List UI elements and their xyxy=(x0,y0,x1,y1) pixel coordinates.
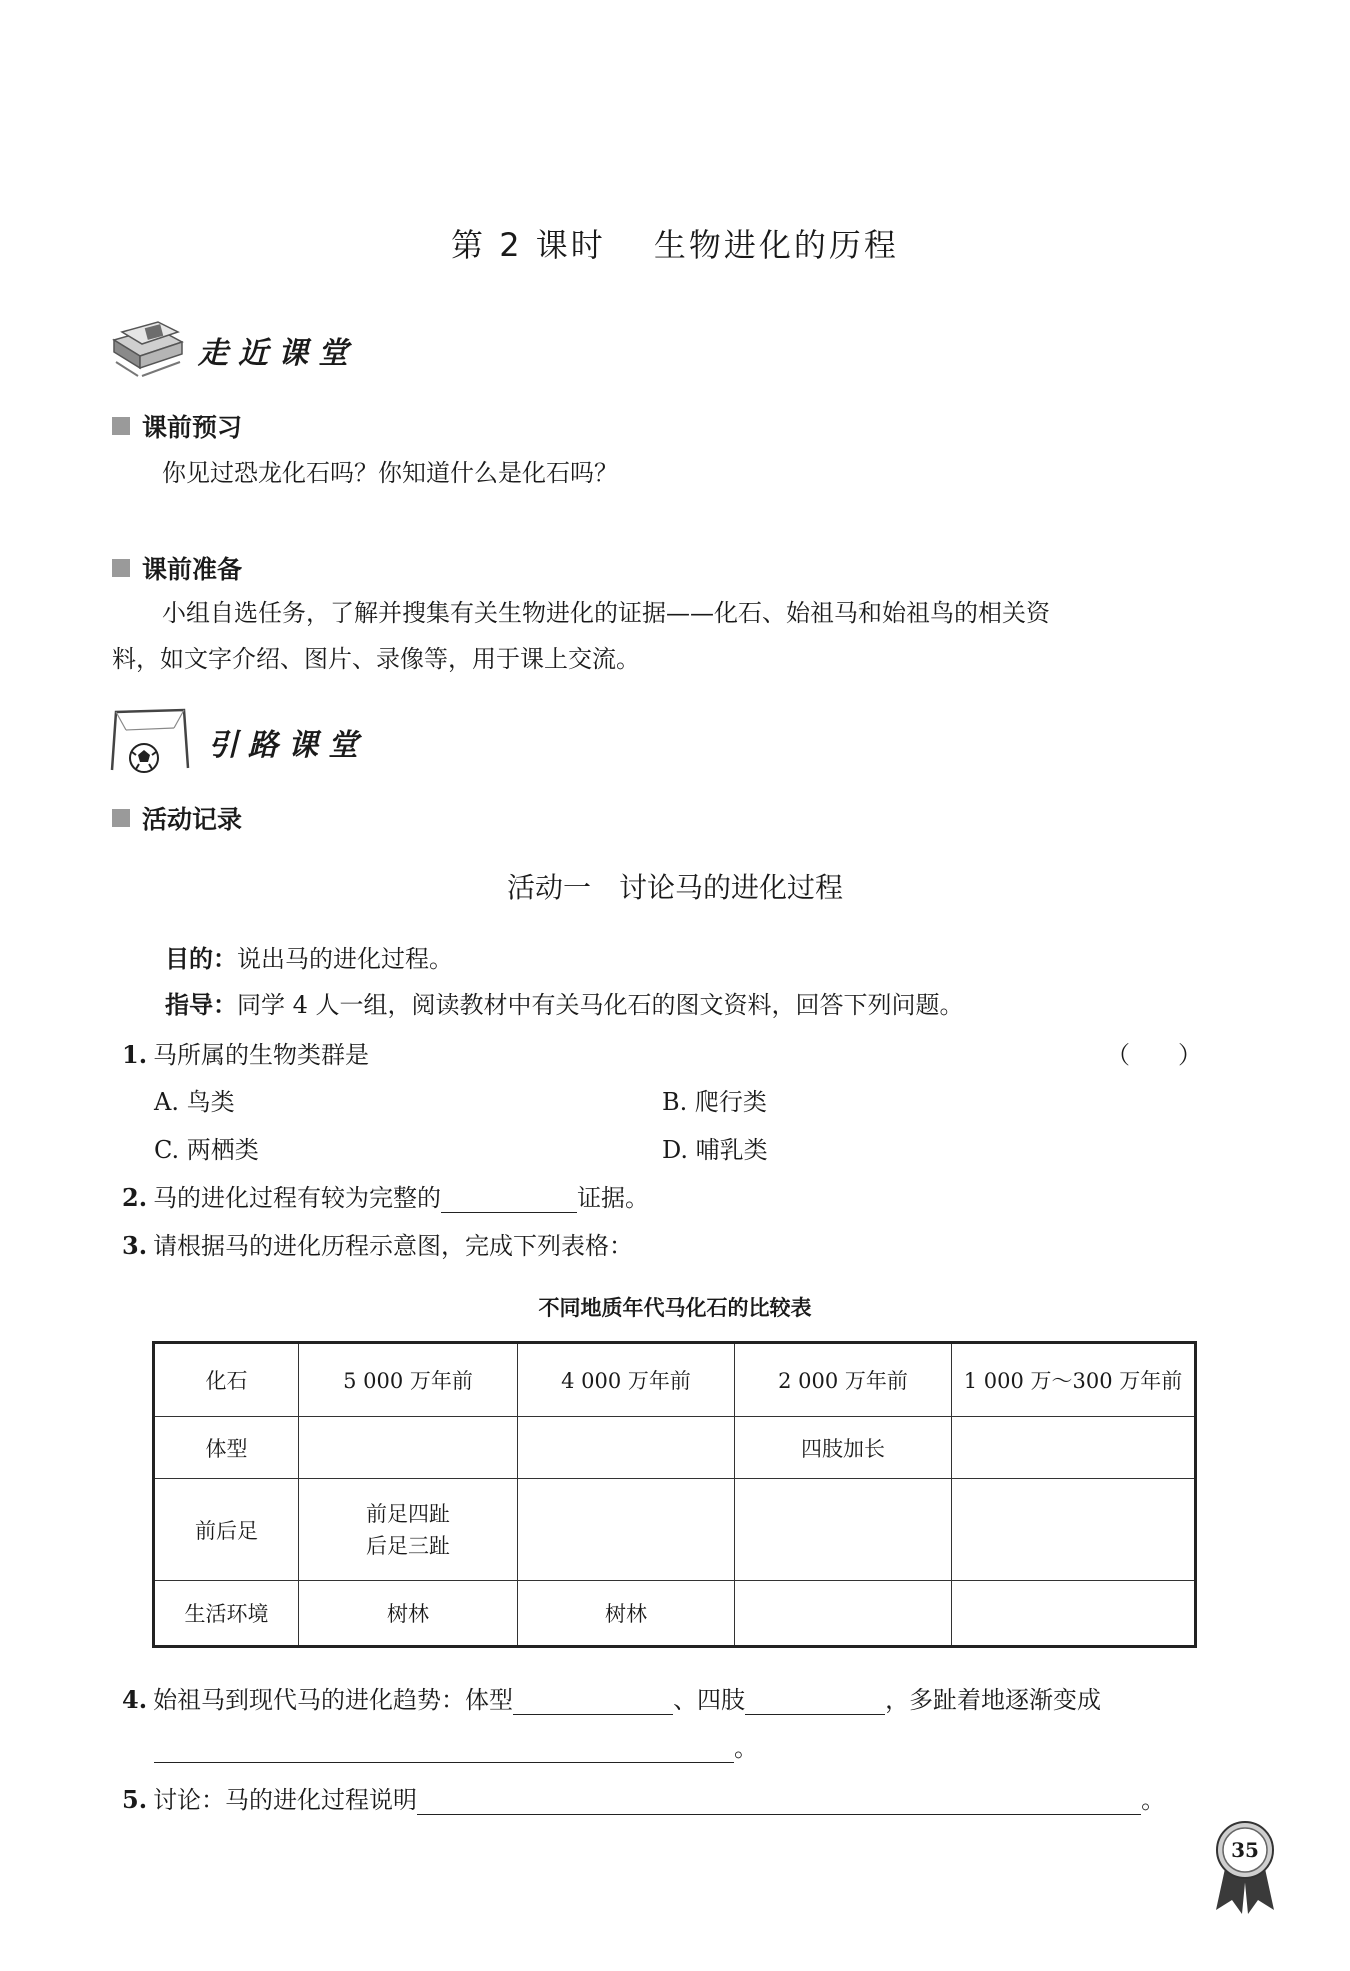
table-row xyxy=(154,1479,1196,1581)
answer-blank-discussion[interactable] xyxy=(417,1788,1141,1815)
subheading-text: 课前准备 xyxy=(142,555,243,584)
question-number: 3. xyxy=(122,1231,148,1260)
table-header-cell: 5 000 万年前 xyxy=(299,1343,518,1417)
prepare-line-2: 料，如文字介绍、图片、录像等，用于课上交流。 xyxy=(112,645,640,673)
row-label: 生活环境 xyxy=(154,1581,299,1647)
question-text-end: 。 xyxy=(734,1734,758,1762)
table-cell: 四肢加长 xyxy=(735,1417,952,1479)
prepare-line-1: 小组自选任务，了解并搜集有关生物进化的证据——化石、始祖马和始祖鸟的相关资 xyxy=(162,599,1050,627)
table-cell[interactable] xyxy=(952,1581,1196,1647)
subheading-prepare xyxy=(112,550,242,586)
preview-text: 你见过恐龙化石吗？你知道什么是化石吗？ xyxy=(162,459,618,487)
question-number: 4. xyxy=(122,1685,148,1714)
page-number-badge xyxy=(1212,1820,1278,1916)
question-text: 讨论：马的进化过程说明 xyxy=(153,1786,418,1814)
table-header-row xyxy=(154,1343,1196,1417)
subheading-text: 课前预习 xyxy=(142,413,243,442)
table-cell[interactable] xyxy=(735,1581,952,1647)
section-label: 引路课堂 xyxy=(208,728,368,763)
question-2 xyxy=(122,1178,649,1213)
table-header-cell: 2 000 万年前 xyxy=(735,1343,952,1417)
square-bullet-icon xyxy=(112,809,130,827)
option-b[interactable]: B. 爬行类 xyxy=(662,1088,767,1116)
table-header-cell: 化石 xyxy=(154,1343,299,1417)
question-text: 、四肢 xyxy=(673,1686,746,1714)
question-5 xyxy=(122,1780,1165,1815)
question-text-end: 证据。 xyxy=(577,1184,650,1212)
question-1 xyxy=(122,1035,369,1070)
subheading-text: 活动记录 xyxy=(142,805,243,834)
answer-blank-toes[interactable] xyxy=(154,1736,734,1763)
row-label: 前后足 xyxy=(154,1479,299,1581)
question-text: 马的进化过程有较为完整的 xyxy=(153,1184,442,1212)
activity-title: 活动一 讨论马的进化过程 xyxy=(506,871,843,904)
square-bullet-icon xyxy=(112,559,130,577)
option-c[interactable]: C. 两栖类 xyxy=(154,1136,259,1164)
table-row xyxy=(154,1581,1196,1647)
table-cell[interactable] xyxy=(735,1479,952,1581)
activity-guide xyxy=(165,982,964,1028)
table-header-cell: 4 000 万年前 xyxy=(518,1343,735,1417)
table-cell: 树林 xyxy=(299,1581,518,1647)
option-d[interactable]: D. 哺乳类 xyxy=(662,1136,768,1164)
fossil-comparison-table xyxy=(152,1341,1197,1648)
question-text: 请根据马的进化历程示意图，完成下列表格： xyxy=(153,1232,634,1260)
answer-blank[interactable] xyxy=(441,1186,577,1213)
question-text: 始祖马到现代马的进化趋势：体型 xyxy=(153,1686,514,1714)
question-3 xyxy=(122,1226,633,1261)
subheading-preview xyxy=(112,408,242,444)
guide-label: 指导： xyxy=(165,991,237,1019)
answer-blank-limbs[interactable] xyxy=(745,1688,885,1715)
guide-text: 同学 4 人一组，阅读教材中有关马化石的图文资料，回答下列问题。 xyxy=(237,991,964,1019)
question-text-end: 。 xyxy=(1141,1786,1166,1814)
section-label: 走近课堂 xyxy=(198,336,358,371)
question-text: ，多趾着地逐渐变成 xyxy=(885,1686,1102,1714)
goal-label: 目的： xyxy=(165,945,237,973)
table-title: 不同地质年代马化石的比较表 xyxy=(538,1296,812,1320)
question-4-continued xyxy=(154,1728,758,1763)
question-4 xyxy=(122,1680,1101,1715)
activity-goal xyxy=(165,936,453,982)
table-cell[interactable] xyxy=(518,1479,735,1581)
table-header-cell: 1 000 万～300 万年前 xyxy=(952,1343,1196,1417)
section-banner-approach-class xyxy=(108,318,358,382)
goal-text: 说出马的进化过程。 xyxy=(237,945,453,973)
question-number: 1. xyxy=(122,1040,148,1069)
row-label: 体型 xyxy=(154,1417,299,1479)
option-a[interactable]: A. 鸟类 xyxy=(154,1088,235,1116)
question-number: 5. xyxy=(122,1785,148,1814)
page-number: 35 xyxy=(1231,1838,1259,1862)
table-row xyxy=(154,1417,1196,1479)
table-cell[interactable] xyxy=(299,1417,518,1479)
page-title: 第 2 课时 生物进化的历程 xyxy=(451,226,899,264)
soccer-goal-icon xyxy=(108,706,194,778)
table-cell[interactable] xyxy=(518,1417,735,1479)
question-number: 2. xyxy=(122,1183,148,1212)
question-text: 马所属的生物类群是 xyxy=(153,1041,370,1069)
table-cell[interactable] xyxy=(952,1417,1196,1479)
table-cell: 树林 xyxy=(518,1581,735,1647)
table-cell: 前足四趾 后足三趾 xyxy=(299,1479,518,1581)
table-cell[interactable] xyxy=(952,1479,1196,1581)
subheading-activity-record xyxy=(112,800,242,836)
section-banner-guided-class xyxy=(108,706,368,778)
answer-blank-body-size[interactable] xyxy=(513,1688,673,1715)
books-icon xyxy=(108,318,188,382)
square-bullet-icon xyxy=(112,417,130,435)
answer-paren[interactable]: （ ） xyxy=(1106,1041,1202,1069)
